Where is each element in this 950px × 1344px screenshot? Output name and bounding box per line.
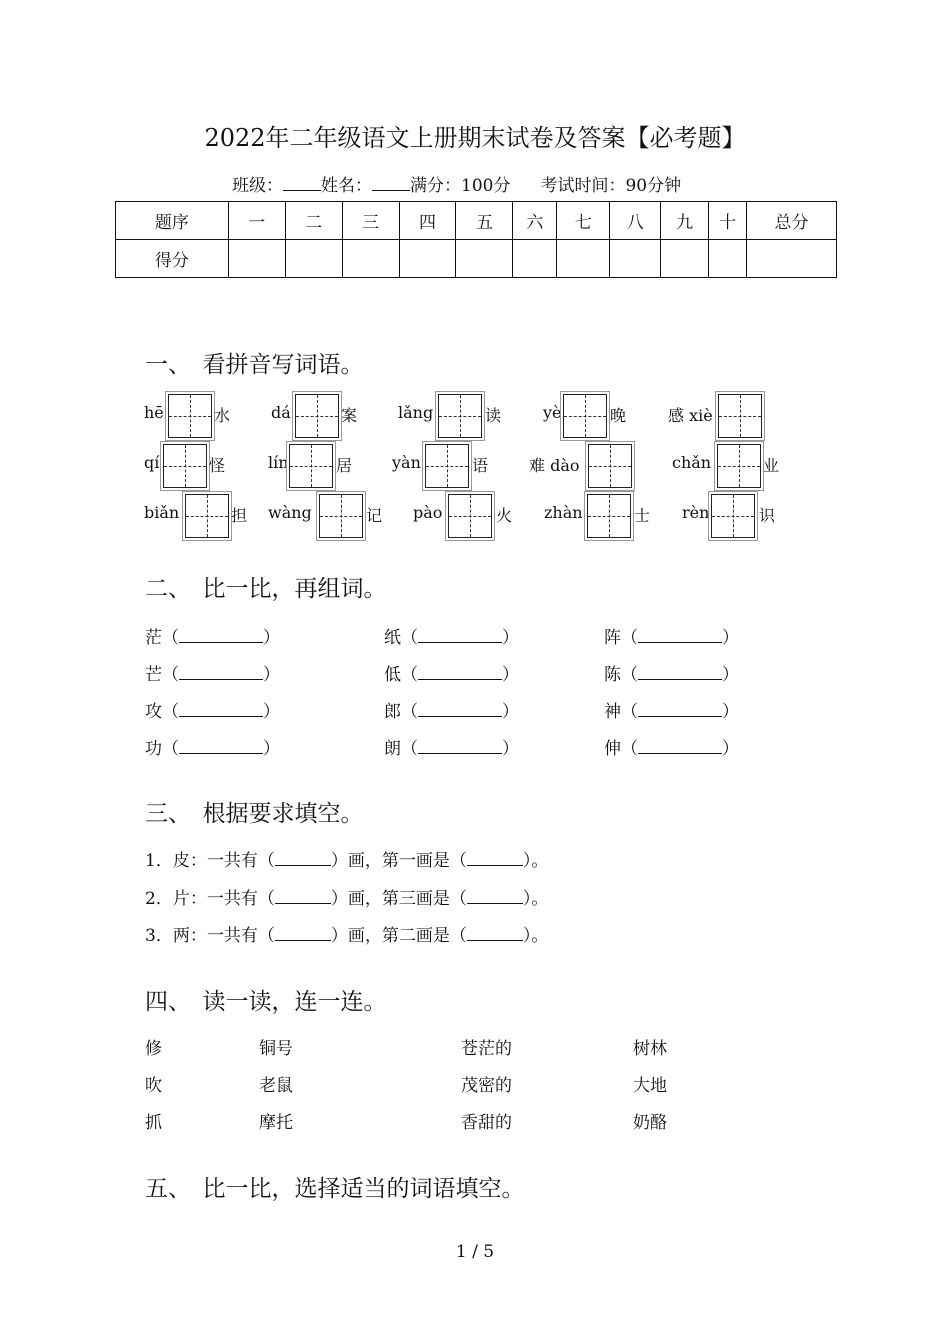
connect-word[interactable]: 修 xyxy=(145,1039,162,1059)
connect-word[interactable]: 奶酪 xyxy=(633,1113,667,1133)
pinyin-suffix: 居 xyxy=(336,456,353,475)
connect-word[interactable]: 铜号 xyxy=(259,1039,293,1059)
score-cell[interactable] xyxy=(399,240,456,278)
fill-text: ）。 xyxy=(522,889,549,909)
compare-char: 纸 xyxy=(384,628,401,648)
connect-word[interactable]: 抓 xyxy=(145,1113,162,1133)
pinyin-prompt: hē xyxy=(144,403,164,422)
compare-char: 茫 xyxy=(145,628,162,648)
writing-grid-box[interactable] xyxy=(718,394,762,438)
compare-item: 阵（ ） xyxy=(604,628,739,648)
fill-text: 2．片：一共有（ xyxy=(145,889,275,909)
compare-char: 低 xyxy=(384,665,401,685)
compare-item: 伸（ ） xyxy=(604,739,739,759)
answer-blank[interactable] xyxy=(638,628,722,643)
answer-blank[interactable] xyxy=(275,851,331,866)
compare-char: 功 xyxy=(145,739,162,759)
answer-blank[interactable] xyxy=(179,739,263,754)
header-cell: 八 xyxy=(610,202,661,240)
pinyin-suffix: 怪 xyxy=(209,456,226,475)
score-cell[interactable] xyxy=(513,240,557,278)
compare-char: 陈 xyxy=(604,665,621,685)
connect-word[interactable]: 苍茫的 xyxy=(461,1039,512,1059)
compare-item: 功（ ） xyxy=(145,739,280,759)
pinyin-prompt: chǎn xyxy=(672,453,712,472)
section-3-heading: 三、 根据要求填空。 xyxy=(145,801,364,827)
answer-blank[interactable] xyxy=(418,702,502,717)
answer-blank[interactable] xyxy=(467,851,523,866)
pinyin-suffix: 士 xyxy=(634,506,651,525)
section-1-heading: 一、 看拼音写词语。 xyxy=(145,352,364,378)
pinyin-suffix: 火 xyxy=(496,506,513,525)
compare-item: 郎（ ） xyxy=(384,702,519,722)
score-cell[interactable] xyxy=(661,240,709,278)
pinyin-suffix: 水 xyxy=(214,406,231,425)
compare-item: 攻（ ） xyxy=(145,702,280,722)
header-cell: 二 xyxy=(285,202,342,240)
writing-grid-box[interactable] xyxy=(717,444,761,488)
pinyin-prompt: yàn xyxy=(392,453,421,472)
fill-text: 1．皮：一共有（ xyxy=(145,851,275,871)
pinyin-prompt: biǎn xyxy=(144,503,180,522)
compare-char: 神 xyxy=(604,702,621,722)
answer-blank[interactable] xyxy=(418,628,502,643)
fill-item xyxy=(145,884,548,909)
section-4-heading: 四、 读一读，连一连。 xyxy=(145,989,387,1015)
header-cell: 九 xyxy=(661,202,709,240)
pinyin-prompt: wàng xyxy=(268,503,312,522)
compare-item: 低（ ） xyxy=(384,665,519,685)
compare-char: 阵 xyxy=(604,628,621,648)
writing-grid-box[interactable] xyxy=(438,394,482,438)
header-cell: 三 xyxy=(342,202,399,240)
section-5-heading: 五、 比一比，选择适当的词语填空。 xyxy=(145,1176,525,1202)
answer-blank[interactable] xyxy=(179,665,263,680)
pinyin-prompt: lǎng xyxy=(398,403,434,422)
writing-grid-box[interactable] xyxy=(185,494,229,538)
connect-word[interactable]: 摩托 xyxy=(259,1113,293,1133)
writing-grid-box[interactable] xyxy=(563,394,607,438)
connect-word[interactable]: 大地 xyxy=(633,1076,667,1096)
answer-blank[interactable] xyxy=(275,889,331,904)
compare-item: 神（ ） xyxy=(604,702,739,722)
class-blank[interactable] xyxy=(283,176,321,191)
compare-item: 陈（ ） xyxy=(604,665,739,685)
score-cell[interactable] xyxy=(342,240,399,278)
pinyin-prompt: rèn xyxy=(682,503,710,522)
header-cell: 七 xyxy=(557,202,610,240)
pinyin-suffix: 识 xyxy=(759,506,776,525)
writing-grid-box[interactable] xyxy=(168,394,212,438)
answer-blank[interactable] xyxy=(638,739,722,754)
connect-word[interactable]: 树林 xyxy=(633,1039,667,1059)
pinyin-suffix: 业 xyxy=(763,456,780,475)
answer-blank[interactable] xyxy=(179,628,263,643)
score-cell[interactable] xyxy=(709,240,747,278)
name-label: 姓名： xyxy=(321,176,372,196)
compare-item: 芒（ ） xyxy=(145,665,280,685)
answer-blank[interactable] xyxy=(275,926,331,941)
score-cell[interactable] xyxy=(610,240,661,278)
pinyin-suffix: 语 xyxy=(472,456,489,475)
header-cell: 六 xyxy=(513,202,557,240)
exam-time: 考试时间：90分钟 xyxy=(540,176,682,196)
fill-text: 3．两：一共有（ xyxy=(145,926,275,946)
fill-text: ）画，第一画是（ xyxy=(330,851,467,871)
writing-grid-box[interactable] xyxy=(295,394,339,438)
pinyin-prompt: lín xyxy=(268,453,289,472)
fill-text: ）画，第二画是（ xyxy=(330,926,467,946)
score-cell[interactable] xyxy=(456,240,513,278)
pinyin-prompt: dá xyxy=(271,403,291,422)
score-cell[interactable] xyxy=(285,240,342,278)
compare-char: 伸 xyxy=(604,739,621,759)
pinyin-suffix: 案 xyxy=(341,406,358,425)
compare-char: 朗 xyxy=(384,739,401,759)
pinyin-prompt: pào xyxy=(413,503,443,522)
header-cell: 总分 xyxy=(747,202,837,240)
page-title: 2022年二年级语文上册期末试卷及答案【必考题】 xyxy=(204,124,746,152)
score-cell[interactable] xyxy=(228,240,285,278)
answer-blank[interactable] xyxy=(179,702,263,717)
score-row-label: 得分 xyxy=(116,240,229,278)
compare-item: 纸（ ） xyxy=(384,628,519,648)
writing-grid-box[interactable] xyxy=(163,444,207,488)
name-blank[interactable] xyxy=(372,176,410,191)
pinyin-prompt: 难 dào xyxy=(529,456,580,475)
answer-blank[interactable] xyxy=(418,665,502,680)
fill-text: ）画，第三画是（ xyxy=(330,889,467,909)
score-header-row xyxy=(116,202,837,240)
connect-word[interactable]: 茂密的 xyxy=(461,1076,512,1096)
writing-grid-box[interactable] xyxy=(588,444,632,488)
fill-text: ）。 xyxy=(522,926,549,946)
header-cell: 一 xyxy=(228,202,285,240)
compare-char: 郎 xyxy=(384,702,401,722)
pinyin-prompt: qí xyxy=(144,453,160,472)
pinyin-prompt: zhàn xyxy=(544,503,583,522)
score-table xyxy=(115,201,837,278)
exam-info-line xyxy=(232,171,681,196)
writing-grid-box[interactable] xyxy=(289,444,333,488)
page-number: 1 / 5 xyxy=(455,1242,495,1262)
answer-blank[interactable] xyxy=(638,665,722,680)
answer-blank[interactable] xyxy=(418,739,502,754)
fill-item xyxy=(145,846,548,871)
header-cell: 四 xyxy=(399,202,456,240)
header-cell: 题序 xyxy=(116,202,229,240)
connect-word[interactable]: 香甜的 xyxy=(461,1113,512,1133)
pinyin-suffix: 读 xyxy=(485,406,502,425)
score-row xyxy=(116,240,837,278)
section-2-heading: 二、 比一比，再组词。 xyxy=(145,576,387,602)
score-cell[interactable] xyxy=(557,240,610,278)
writing-grid-box[interactable] xyxy=(319,494,363,538)
writing-grid-box[interactable] xyxy=(587,494,631,538)
fill-item xyxy=(145,921,548,946)
pinyin-suffix: 担 xyxy=(231,506,248,525)
writing-grid-box[interactable] xyxy=(425,444,469,488)
compare-item: 茫（ ） xyxy=(145,628,280,648)
class-label: 班级： xyxy=(232,176,283,196)
writing-grid-box[interactable] xyxy=(448,494,492,538)
pinyin-prompt: 感 xiè xyxy=(668,406,713,425)
connect-word[interactable]: 老鼠 xyxy=(259,1076,293,1096)
pinyin-suffix: 晚 xyxy=(610,406,627,425)
fill-text: ）。 xyxy=(522,851,549,871)
pinyin-suffix: 记 xyxy=(366,506,383,525)
writing-grid-box[interactable] xyxy=(711,494,755,538)
header-cell: 五 xyxy=(456,202,513,240)
pinyin-prompt: yè xyxy=(543,403,562,422)
compare-char: 芒 xyxy=(145,665,162,685)
compare-item: 朗（ ） xyxy=(384,739,519,759)
answer-blank[interactable] xyxy=(638,702,722,717)
answer-blank[interactable] xyxy=(467,926,523,941)
connect-word[interactable]: 吹 xyxy=(145,1076,162,1096)
compare-char: 攻 xyxy=(145,702,162,722)
header-cell: 十 xyxy=(709,202,747,240)
answer-blank[interactable] xyxy=(467,889,523,904)
full-score: 满分：100分 xyxy=(410,176,511,196)
score-cell[interactable] xyxy=(747,240,837,278)
